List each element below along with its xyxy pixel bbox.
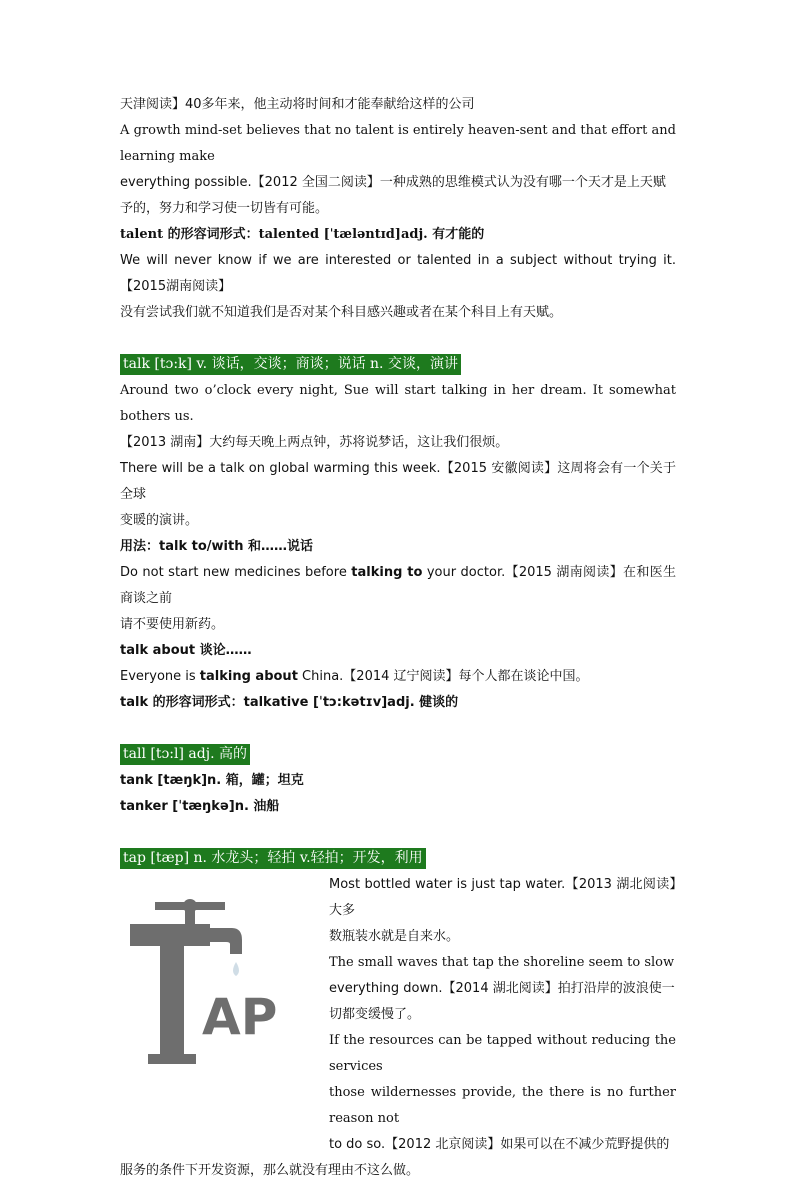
example-sentence: everything down.【2014 湖北阅读】拍打沿岸的波浪使一 <box>329 981 675 996</box>
text-line: We will never know if we are interested or talented in a subject without trying it.【2015湖南阅读】 <box>120 253 676 294</box>
entry-tanker: tanker [ˈtæŋkə]n. 油船 <box>120 799 280 814</box>
tap-image-label: AP <box>202 988 278 1046</box>
example-sentence: to do so.【2012 北京阅读】如果可以在不减少荒野提供的 <box>329 1137 670 1152</box>
example-sentence: There will be a talk on global warming this week.【2015 安徽阅读】这周将会有一个关于全球 <box>120 461 676 502</box>
sentence-part: Do not start new medicines before <box>120 565 352 580</box>
example-sentence: If the resources can be tapped without reducing the services <box>329 1033 676 1074</box>
word-form-line: talent 的形容词形式：talented [ˈtæləntɪd]adj. 有才能的 <box>120 227 485 242</box>
example-translation: 【2013 湖南】大约每天晚上两点钟，苏将说梦话，这让我们很烦。 <box>120 435 509 450</box>
sentence-part: China.【2014 辽宁阅读】每个人都在谈论中国。 <box>297 669 589 684</box>
example-translation: 服务的条件下开发资源，那么就没有理由不这么做。 <box>120 1163 420 1178</box>
example-sentence: Most bottled water is just tap water.【2013 湖北阅读】大多 <box>329 877 676 918</box>
word-form-line: talk 的形容词形式：talkative [ˈtɔ:kətɪv]adj. 健谈的 <box>120 695 459 710</box>
document-page <box>120 92 676 1184</box>
example-translation: 切都变缓慢了。 <box>329 1007 421 1022</box>
entry-heading-tap: tap [tæp] n. 水龙头；轻拍 v.轻拍；开发，利用 <box>120 848 426 869</box>
entry-tank: tank [tæŋk]n. 箱，罐；坦克 <box>120 773 304 788</box>
usage-line: talk about 谈论…… <box>120 643 252 658</box>
sentence-part: your doctor.【2015 湖南阅读】在和医生商谈之前 <box>120 565 677 606</box>
text-line: 予的，努力和学习使一切皆有可能。 <box>120 201 329 216</box>
example-sentence: The small waves that tap the shoreline seem to slow <box>329 955 675 970</box>
faucet-tap-icon <box>120 882 310 1072</box>
example-translation: 请不要使用新药。 <box>120 617 225 632</box>
text-line: everything possible.【2012 全国二阅读】一种成熟的思维模式认为没有哪一个天才是上天赋 <box>120 175 666 190</box>
example-sentence: those wildernesses provide, the there is no further reason not <box>329 1085 676 1126</box>
entry-heading-tall: tall [tɔ:l] adj. 高的 <box>120 744 250 765</box>
text-line: 天津阅读】40多年来，他主动将时间和才能奉献给这样的公司 <box>120 97 475 112</box>
example-sentence: Around two o’clock every night, Sue will start talking in her dream. It somewhat bothers us. <box>120 383 676 424</box>
example-sentence <box>120 560 676 612</box>
text-line: 没有尝试我们就不知道我们是否对某个科目感兴趣或者在某个科目上有天赋。 <box>120 305 563 320</box>
example-sentence <box>120 664 676 690</box>
text-line: A growth mind-set believes that no talent is entirely heaven-sent and that effort and learning make <box>120 123 676 164</box>
example-translation: 数瓶装水就是自来水。 <box>329 929 460 944</box>
example-translation: 变暖的演讲。 <box>120 513 199 528</box>
tap-entry <box>120 872 676 1184</box>
usage-line: 用法：talk to/with 和……说话 <box>120 539 313 554</box>
sentence-part: Everyone is <box>120 669 200 684</box>
highlight-phrase: talking about <box>199 669 298 684</box>
highlight-phrase: talking to <box>351 565 423 580</box>
entry-heading-talk: talk [tɔ:k] v. 谈话，交谈；商谈；说话 n. 交谈，演讲 <box>120 354 461 375</box>
